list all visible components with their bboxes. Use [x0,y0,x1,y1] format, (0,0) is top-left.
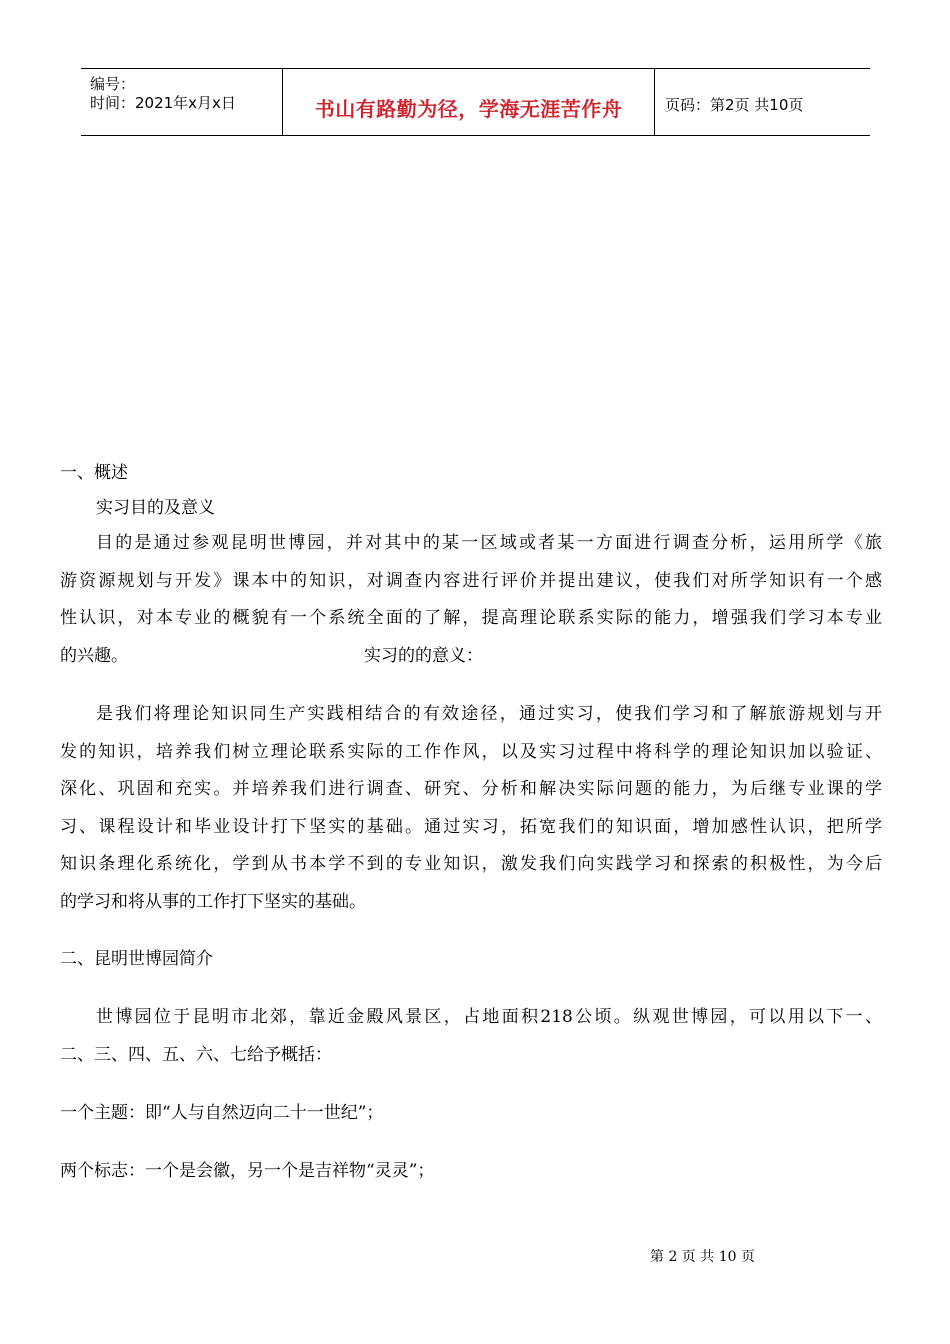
paragraph-line: 游资源规划与开发》课本中的知识，对调查内容进行评价并提出建议，使我们对所学知识有一个感 [60,571,882,591]
header-motto: 书山有路勤为径，学海无涯苦作舟 [314,97,623,121]
header-page-cell [655,69,870,135]
document-header [81,68,870,136]
paragraph-line: 目的是通过参观昆明世博园，并对其中的某一区域或者某一方面进行调查分析，运用所学《旅 [96,533,882,553]
paragraph-line: 世博园位于昆明市北郊，靠近金殿风景区，占地面积218公顷。纵观世博园，可以用以下一、 [96,1007,882,1027]
paragraph-line: 的学习和将从事的工作打下坚实的基础。 [60,892,366,912]
paragraph-line: 性认识，对本专业的概貌有一个系统全面的了解，提高理论联系实际的能力，增强我们学习本专业 [60,608,882,628]
section-title-overview: 一、概述 [60,463,128,483]
paragraph-line: 习、课程设计和毕业设计打下坚实的基础。通过实习，拓宽我们的知识面，增加感性认识，把所学 [60,817,882,837]
paragraph-line: 是我们将理论知识同生产实践相结合的有效途径，通过实习，使我们学习和了解旅游规划与开 [96,704,882,724]
document-number-label: 编号： [90,75,136,93]
subsection-title-purpose: 实习目的及意义 [96,498,215,518]
header-info-cell [81,69,283,135]
paragraph-line: 深化、巩固和充实。并培养我们进行调查、研究、分析和解决实际问题的能力，为后继专业课的学 [60,779,882,799]
theme-line: 一个主题：即“人与自然迈向二十一世纪”； [60,1103,384,1123]
paragraph-line: 知识条理化系统化，学到从书本学不到的专业知识，激发我们向实践学习和探索的积极性，为今后 [60,854,882,874]
paragraph-line: 二、三、四、五、六、七给予概括： [60,1045,332,1065]
section-title-intro: 二、昆明世博园简介 [60,949,213,969]
page-footer: 第 2 页 共 10 页 [650,1249,755,1265]
paragraph-line: 的兴趣。 [60,646,128,666]
document-time-label: 时间：2021年x月x日 [90,94,236,112]
significance-label: 实习的的意义： [364,646,483,666]
symbols-line: 两个标志：一个是会徽，另一个是吉祥物“灵灵”； [60,1161,435,1181]
header-page-number: 页码：第2页 共10页 [665,96,804,114]
header-motto-cell [283,69,655,135]
paragraph-line: 发的知识，培养我们树立理论联系实际的工作作风，以及实习过程中将科学的理论知识加以验证、 [60,742,882,762]
